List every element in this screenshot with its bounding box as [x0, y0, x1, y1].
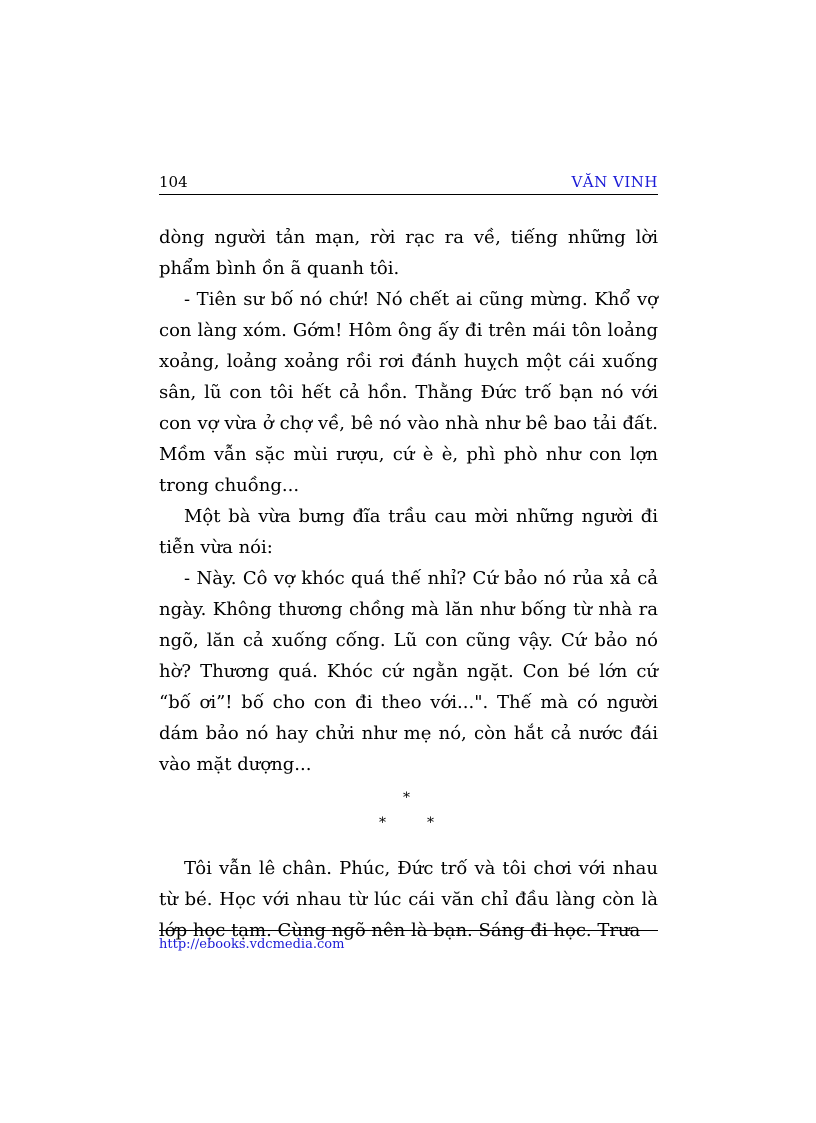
running-title: VĂN VINH	[571, 173, 658, 191]
footer-url-link[interactable]: http://ebooks.vdcmedia.com	[159, 937, 345, 952]
paragraph: - Tiên sư bố nó chứ! Nó chết ai cũng mừng. Khổ vợ con làng xóm. Gớm! Hôm ông ấy đi trên mái tôn loảng xoảng, loảng xoảng rồi rơi đánh huỵch một cái xuống sân, lũ con tôi hết cả hồn. Thằng Đức trố bạn nó với con vợ vừa ở chợ về, bê nó vào nhà như bê bao tải đất. Mồm vẫn sặc mùi rượu, cứ è è, phì phò như con lợn trong chuồng...	[159, 289, 658, 496]
paragraph: Một bà vừa bưng đĩa trầu cau mời những người đi tiễn vừa nói:	[159, 506, 658, 558]
paragraph: Tôi vẫn lê chân. Phúc, Đức trố và tôi chơi với nhau từ bé. Học với nhau từ lúc cái văn chỉ đầu làng còn là lớp học tạm. Cùng ngõ nên là bạn. Sáng đi học. Trưa	[159, 858, 658, 941]
page-number: 104	[159, 173, 188, 191]
body-text	[159, 222, 658, 946]
asterism-star: *	[427, 815, 434, 831]
paragraph: - Này. Cô vợ khóc quá thế nhỉ? Cứ bảo nó rủa xả cả ngày. Không thương chồng mà lăn như bống từ nhà ra ngõ, lăn cả xuống cống. Lũ con cũng vậy. Cứ bảo nó hờ? Thương quá. Khóc cứ ngằn ngặt. Con bé lớn cứ “bố ơi”! bố cho con đi theo với...". Thế mà có người dám bảo nó hay chửi như mẹ nó, còn hắt cả nước đái vào mặt dượng...	[159, 568, 658, 775]
asterism-star: *	[403, 790, 410, 806]
paragraph: dòng người tản mạn, rời rạc ra về, tiếng những lời phẩm bình ồn ã quanh tôi.	[159, 227, 658, 279]
page-header	[159, 172, 658, 195]
asterism-star: *	[379, 815, 386, 831]
section-break-asterism	[159, 783, 658, 845]
footer-divider	[159, 930, 658, 931]
